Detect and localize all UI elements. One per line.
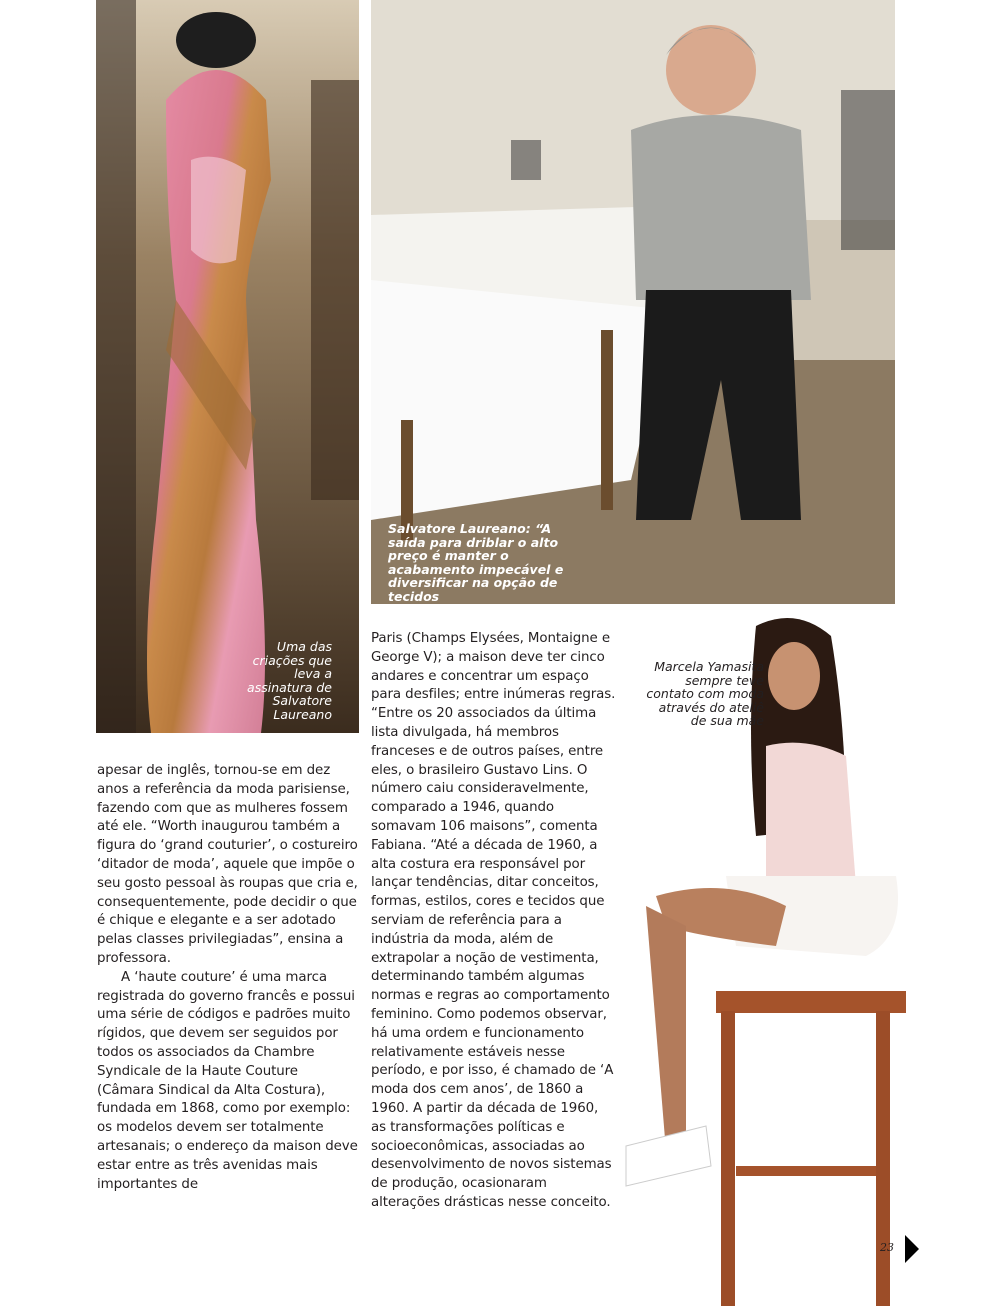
- article-column-right: [371, 630, 617, 1213]
- dress-caption: Uma das criações que leva a assinatura de Salvatore Laureano: [247, 639, 332, 722]
- model-caption: Marcela Yamasita sempre teve contato com moda através do ateliê de sua mãe: [646, 659, 764, 728]
- article-column-left: [97, 762, 359, 1194]
- next-page-arrow-icon: [905, 1235, 919, 1263]
- dress-photo: [96, 0, 359, 733]
- designer-photo: [371, 0, 895, 604]
- designer-caption: Salvatore Laureano: “A saída para driblar o alto preço é manter o acabamento impecável e diversificar na opção de tecidos: [388, 521, 564, 604]
- page-number: 23: [880, 1241, 894, 1254]
- article-paragraph: A ‘haute couture’ é uma marca registrada do governo francês e possui uma série de códigos e padrões muito rígidos, que devem ser seguidos por todos os associados da Chambre Syndicale de la Haute Couture (Câmara Sindical da Alta Costura), fundada em 1868, como por exemplo: os modelos devem ser totalmente artesanais; o endereço da maison deve estar entre as três avenidas mais importantes de: [97, 969, 358, 1192]
- article-paragraph: apesar de inglês, tornou-se em dez anos a referência da moda parisiense, fazendo com que as mulheres fossem até ele. “Worth inaugurou também a figura do ‘grand couturier’, o costureiro ‘ditador de moda’, aquele que impõe o seu gosto pessoal às roupas que cria e, consequentemente, pode decidir o que é chique e elegante e a ser adotado pelas classes privilegiadas”, ensina a professora.: [97, 763, 358, 966]
- article-paragraph: Paris (Champs Elysées, Montaigne e George V); a maison deve ter cinco andares e concentrar um espaço para desfiles; entre inúmeras regras. “Entre os 20 associados da última lista divulgada, há membros franceses e de outros países, entre eles, o brasileiro Gustavo Lins. O número caiu consideravelmente, comparado a 1946, quando somavam 106 maisons”, comenta Fabiana. “Até a década de 1960, a alta costura era responsável por lançar tendências, ditar conceitos, formas, estilos, cores e tecidos que serviam de referência para a indústria da moda, além de extrapolar a noção de vestimenta, determinando também algumas normas e regras ao comportamento feminino. Como podemos observar, há uma ordem e funcionamento relativamente estáveis nesse período, e por isso, é chamado de ‘A moda dos cem anos’, de 1860 a 1960. A partir da década de 1960, as transformações políticas e socioeconômicas, associadas ao desenvolvimento de novos sistemas de produção, ocasionaram alterações drásticas nesse conceito.: [371, 631, 616, 1210]
